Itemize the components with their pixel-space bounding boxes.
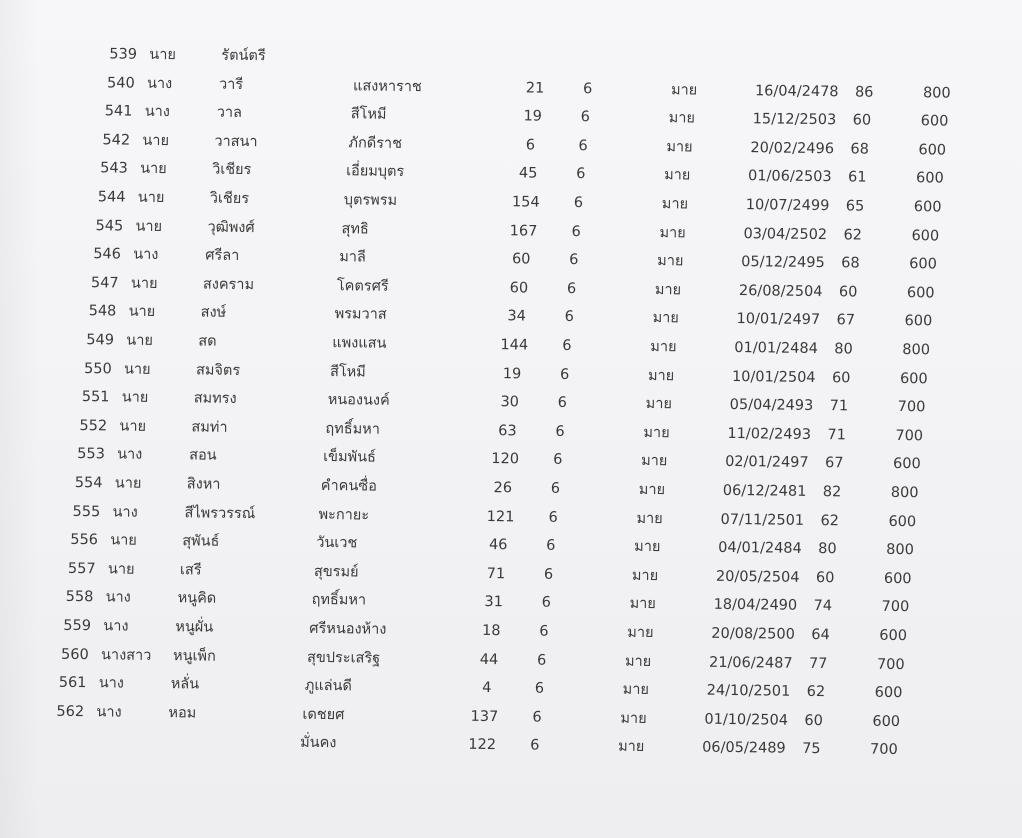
row-first-name: สมท่า [191, 419, 228, 436]
row-last-name: พรมวาส [334, 306, 387, 324]
row-amount: 600 [874, 684, 903, 702]
row-title: นาง [112, 504, 138, 521]
row-birth-date: 10/01/2497 [736, 311, 821, 329]
row-amount: 700 [895, 427, 924, 445]
row-age: 67 [825, 455, 844, 472]
row-amount: 600 [913, 199, 942, 216]
row-house-number: 60 [511, 251, 531, 268]
row-number: 561 [58, 674, 87, 692]
row-status: มาย [652, 310, 679, 327]
row-status: มาย [645, 396, 673, 413]
row-moo: 6 [550, 480, 561, 497]
row-moo: 6 [582, 80, 593, 97]
row-number: 542 [102, 132, 131, 149]
row-number: 560 [60, 646, 89, 663]
row-amount: 600 [888, 513, 917, 530]
row-age: 62 [820, 512, 840, 529]
row-moo: 6 [580, 109, 591, 126]
row-amount: 600 [911, 227, 940, 245]
row-last-name: วันเวช [316, 535, 358, 552]
row-last-name: ภักดีราช [348, 135, 403, 152]
row-house-number: 6 [525, 137, 536, 154]
row-last-name: สุขรมย์ [313, 563, 359, 581]
row-status: มาย [634, 538, 661, 556]
row-moo: 6 [576, 166, 586, 183]
row-amount: 600 [918, 142, 947, 159]
row-first-name: หอม [168, 704, 197, 722]
row-title: นาย [121, 389, 149, 407]
row-house-number: 31 [484, 594, 503, 611]
row-house-number: 122 [468, 737, 497, 754]
row-moo: 6 [548, 509, 558, 526]
row-amount: 800 [890, 484, 919, 502]
row-amount: 600 [872, 713, 901, 730]
row-title: นาง [98, 675, 125, 692]
row-first-name: สด [198, 333, 217, 350]
row-number: 540 [106, 74, 135, 92]
row-house-number: 121 [486, 508, 515, 525]
row-number: 552 [79, 417, 108, 435]
row-title: นาย [107, 561, 135, 578]
row-birth-date: 10/07/2499 [745, 197, 830, 215]
row-last-name: ศรีหนองห้าง [309, 620, 387, 638]
row-last-name: บุตรพรม [343, 192, 398, 209]
row-birth-date: 24/10/2501 [706, 682, 791, 700]
row-status: มาย [631, 567, 659, 584]
row-birth-date: 06/12/2481 [722, 482, 807, 500]
row-first-name: สุพันธ์ [182, 533, 220, 550]
row-age: 75 [802, 741, 821, 758]
row-birth-date: 11/02/2493 [727, 425, 812, 443]
row-birth-date: 04/01/2484 [718, 540, 802, 558]
row-number: 546 [93, 246, 122, 263]
row-house-number: 26 [493, 480, 513, 497]
row-last-name: แพงแสน [332, 335, 387, 352]
row-house-number: 44 [479, 651, 499, 668]
row-last-name: มาลี [339, 249, 366, 266]
row-age: 86 [854, 84, 874, 101]
row-age: 71 [829, 398, 849, 415]
row-amount: 800 [922, 84, 951, 102]
row-age: 60 [838, 284, 858, 301]
row-last-name: แสงหาราช [352, 77, 422, 95]
row-house-number: 144 [500, 337, 529, 354]
row-title: นาง [146, 75, 173, 92]
row-birth-date: 02/01/2497 [725, 454, 809, 472]
row-amount: 600 [906, 284, 935, 302]
row-title: นางสาว [100, 646, 152, 664]
row-title: นาย [128, 303, 156, 321]
row-first-name: หลั่น [170, 676, 200, 693]
row-last-name: มั่นคง [300, 735, 337, 752]
row-moo: 6 [559, 366, 570, 383]
row-age: 60 [831, 369, 851, 387]
row-title: นาย [130, 275, 158, 292]
row-age: 60 [852, 112, 872, 129]
row-first-name: หนูคิด [177, 590, 217, 608]
row-moo: 6 [553, 452, 563, 469]
row-age: 80 [834, 341, 853, 358]
row-house-number [515, 46, 559, 47]
row-title: นาย [137, 189, 165, 207]
row-amount: 700 [870, 742, 898, 759]
row-status: มาย [657, 253, 684, 270]
row-amount: 800 [886, 542, 914, 559]
row-moo: 6 [543, 566, 554, 583]
row-amount: 600 [879, 627, 908, 645]
row-first-name: รัตน์ตรี [221, 47, 266, 65]
row-last-name: เดชยศ [302, 706, 345, 724]
row-moo: 6 [541, 595, 551, 612]
row-last-name: หนองนงค์ [327, 392, 390, 409]
row-title: นาง [96, 704, 122, 721]
row-last-name: โคตรศรี [336, 277, 389, 295]
row-amount: 700 [897, 399, 926, 416]
row-last-name: เข็มพันธ์ [323, 449, 376, 467]
row-title: นาย [114, 475, 142, 492]
row-age: 62 [806, 684, 826, 701]
row-number: 548 [88, 303, 117, 320]
row-moo: 6 [578, 137, 588, 154]
row-birth-date: 07/11/2501 [720, 511, 805, 529]
row-house-number: 71 [486, 565, 506, 583]
row-house-number: 154 [511, 194, 540, 211]
row-first-name: วาล [216, 104, 243, 122]
row-first-name: หนูผั่น [175, 619, 214, 636]
row-title: นาง [103, 618, 129, 635]
row-first-name: ศรีลา [205, 247, 240, 265]
row-age: 74 [813, 598, 833, 615]
row-first-name: สมทรง [193, 390, 237, 408]
row-status: มาย [664, 167, 691, 184]
row-house-number: 60 [509, 280, 529, 297]
row-amount: 600 [899, 370, 928, 387]
row-last-name: สีโหมี [329, 363, 366, 381]
row-title: นาง [117, 446, 143, 464]
row-age: 80 [818, 541, 837, 558]
row-last-name: พะกายะ [318, 506, 370, 524]
row-moo: 6 [562, 337, 572, 355]
row-status: มาย [661, 196, 689, 213]
row-number: 541 [104, 103, 133, 120]
row-age: 60 [804, 712, 823, 729]
row-number: 544 [97, 189, 126, 206]
row-number: 559 [63, 617, 92, 635]
row-house-number: 4 [482, 680, 492, 697]
row-number: 543 [100, 160, 128, 177]
row-title: นาง [144, 103, 170, 121]
row-age: 67 [836, 312, 856, 329]
row-moo: 6 [557, 395, 568, 412]
row-moo: 6 [566, 280, 577, 297]
row-amount: 600 [904, 313, 933, 330]
row-amount: 600 [909, 256, 937, 273]
row-first-name: หนูเพ็ก [172, 647, 216, 665]
row-moo: 6 [564, 309, 574, 326]
row-age: 62 [843, 226, 863, 244]
row-first-name: วิเชียร [212, 161, 252, 179]
row-moo: 6 [539, 623, 549, 640]
row-birth-date: 20/08/2500 [711, 625, 795, 643]
row-amount: 600 [892, 456, 921, 473]
row-moo: 6 [571, 223, 581, 240]
row-amount: 700 [881, 599, 910, 616]
row-status: มาย [627, 624, 654, 642]
row-status: มาย [622, 681, 650, 699]
row-last-name: ฤทธิ์มหา [325, 420, 380, 438]
row-title: นาง [133, 246, 159, 264]
row-number: 556 [70, 532, 99, 549]
row-house-number: 63 [498, 422, 517, 440]
row-house-number: 167 [509, 222, 538, 240]
row-number: 562 [56, 703, 85, 720]
row-last-name: ฤทธิ์มหา [311, 592, 367, 609]
row-status: มาย [638, 481, 666, 499]
row-number: 555 [72, 503, 101, 520]
row-house-number: 120 [491, 451, 520, 468]
row-number: 558 [65, 589, 94, 606]
row-age: 64 [811, 626, 830, 644]
row-birth-date: 01/01/2484 [734, 339, 818, 358]
row-moo: 6 [532, 709, 542, 726]
row-status: มาย [624, 653, 652, 670]
row-moo: 6 [536, 652, 547, 669]
row-amount: 600 [915, 170, 944, 187]
row-first-name: วิเชียร [209, 190, 250, 208]
row-house-number: 18 [481, 622, 501, 640]
row-last-name: สุขประเสริฐ [306, 649, 381, 667]
row-status: มาย [629, 596, 656, 613]
row-moo: 6 [530, 737, 540, 755]
row-moo: 6 [569, 252, 579, 269]
row-status: มาย [666, 138, 693, 156]
row-first-name: วาสนา [214, 133, 258, 150]
row-birth-date: 03/04/2502 [743, 225, 828, 243]
row-birth-date: 01/10/2504 [704, 711, 789, 729]
row-status: มาย [650, 338, 677, 356]
row-status: มาย [641, 453, 668, 470]
row-birth-date: 18/04/2490 [713, 597, 798, 615]
row-first-name: สงคราม [202, 276, 255, 293]
row-title: นาย [135, 218, 163, 235]
row-moo: 6 [573, 195, 584, 212]
row-last-name: สุทธิ [341, 220, 369, 238]
row-house-number: 46 [488, 537, 508, 554]
row-status: มาย [643, 424, 670, 442]
row-last-name: เอี่ยมบุตร [346, 163, 405, 181]
row-number: 557 [67, 560, 96, 578]
row-number: 547 [90, 274, 119, 292]
row-last-name: ภูแล่นดี [304, 677, 352, 695]
row-status: มาย [620, 710, 647, 727]
row-status: มาย [668, 110, 696, 127]
row-birth-date: 05/04/2493 [729, 397, 814, 415]
row-age: 60 [815, 569, 835, 587]
row-first-name: สมจิตร [195, 362, 241, 379]
row-status: มาย [618, 738, 645, 756]
row-first-name: วุฒิพงศ์ [207, 219, 255, 236]
row-status: มาย [659, 224, 686, 241]
row-birth-date: 06/05/2489 [702, 740, 786, 758]
row-first-name: วารี [218, 76, 244, 93]
row-amount: 600 [920, 113, 949, 130]
row-status: มาย [636, 510, 663, 527]
row-birth-date: 26/08/2504 [738, 282, 823, 300]
row-age: 68 [850, 141, 869, 158]
row-birth-date: 15/12/2503 [752, 111, 837, 129]
row-age: 82 [822, 484, 842, 501]
row-status: มาย [670, 81, 698, 99]
row-title: นาย [110, 532, 137, 549]
row-moo: 6 [534, 680, 545, 697]
row-house-number: 30 [500, 394, 520, 411]
row-amount: 700 [876, 656, 905, 673]
row-first-name: สอน [189, 447, 217, 465]
row-age: 68 [841, 255, 860, 272]
row-birth-date: 01/06/2503 [748, 168, 832, 186]
row-first-name: สงษ์ [200, 304, 227, 322]
row-title: นาย [123, 361, 151, 378]
row-title: นาง [105, 589, 131, 607]
row-title: นาย [140, 161, 167, 178]
row-house-number: 19 [502, 365, 522, 382]
row-age: 71 [827, 426, 846, 444]
row-house-number: 137 [470, 708, 499, 725]
row-house-number: 21 [525, 80, 545, 97]
row-birth-date: 20/02/2496 [750, 139, 835, 157]
row-last-name: สีโหมี [350, 106, 387, 123]
row-first-name: เสรี [179, 562, 202, 579]
row-status: มาย [654, 281, 682, 299]
row-moo: 6 [555, 423, 565, 440]
row-amount: 800 [902, 342, 931, 359]
row-number: 545 [95, 217, 124, 235]
row-house-number: 45 [518, 165, 538, 182]
row-birth-date: 05/12/2495 [741, 254, 825, 272]
row-number: 550 [83, 360, 112, 377]
row-age: 77 [808, 655, 828, 672]
row-status: มาย [647, 367, 675, 384]
row-birth-date: 20/05/2504 [715, 568, 800, 586]
row-title: นาย [126, 332, 154, 349]
row-title: นาย [142, 132, 170, 149]
row-birth-date: 16/04/2478 [754, 82, 839, 100]
row-number: 553 [77, 446, 105, 463]
row-number: 554 [74, 474, 103, 492]
row-amount: 600 [883, 570, 912, 587]
row-first-name: สีไพรวรรณ์ [184, 504, 256, 522]
row-title: นาย [119, 418, 147, 435]
row-house-number: 19 [523, 108, 543, 125]
row-birth-date: 21/06/2487 [708, 654, 793, 672]
row-moo: 6 [546, 537, 556, 555]
row-number: 539 [109, 46, 138, 63]
row-age: 61 [847, 169, 867, 186]
row-age: 65 [845, 198, 865, 215]
row-first-name: สิงหา [186, 476, 221, 493]
row-number: 549 [86, 332, 115, 349]
row-title: นาย [149, 46, 176, 64]
row-number: 551 [81, 389, 110, 406]
row-last-name: คำคนซื่อ [320, 477, 377, 495]
row-house-number: 34 [507, 308, 526, 325]
row-birth-date: 10/01/2504 [731, 368, 816, 386]
